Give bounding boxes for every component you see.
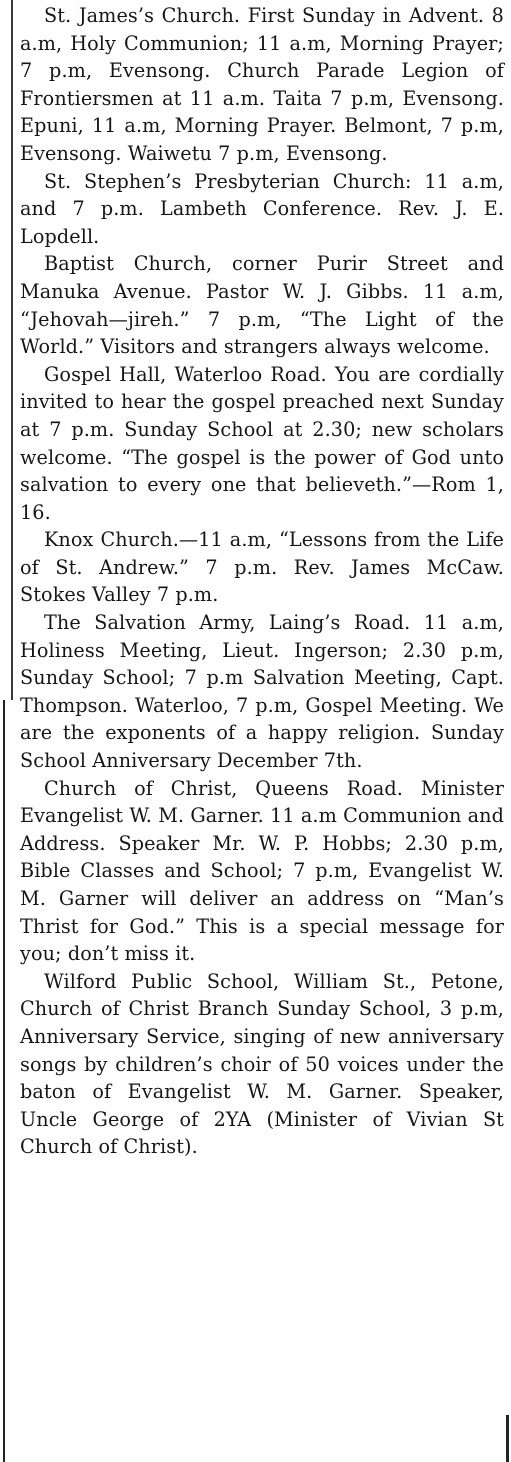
notice-st-james-church: St. James’s Church. First Sunday in Advent. 8 a.m, Holy Communion; 11 a.m, Morning Prayer; 7 p.m, Evensong. Church Parade Legion of Frontiersmen at 11 a.m. Taita 7 p.m, Evensong. Epuni, 11 a.m, Morning Prayer. Belmont, 7 p.m, Evensong. Waiwetu 7 p.m, Evensong. xyxy=(20,4,504,165)
notice-church-of-christ: Church of Christ, Queens Road. Minister Evangelist W. M. Garner. 11 a.m Communion and Address. Speaker Mr. W. P. Hobbs; 2.30 p.m, Bible Classes and School; 7 p.m, Evangelist W. M. Garner will deliver an address on “Man’s Thrist for God.” This is a special message for you; don’t miss it. xyxy=(20,776,504,966)
notice-gospel-hall: Gospel Hall, Waterloo Road. You are cordially invited to hear the gospel preached next Sunday at 7 p.m. Sunday School at 2.30; new scholars welcome. “The gospel is the power of God unto salvation to every one that believeth.”—Rom 1, 16. xyxy=(20,362,504,524)
notice-st-stephens-presbyterian: St. Stephen’s Presbyterian Church: 11 a.m, and 7 p.m. Lambeth Conference. Rev. J. E. Lopdell. xyxy=(20,169,504,248)
column-rule-right xyxy=(506,1415,509,1462)
notice-wilford-public-school: Wilford Public School, William St., Petone, Church of Christ Branch Sunday School, 3 p.m, Anniversary Service, singing of new anniversary songs by children’s choir of 50 voices under the baton of Evangelist W. M. Garner. Speaker, Uncle George of 2YA (Minister of Vivian St Church of Christ). xyxy=(20,969,504,1159)
notice-baptist-church: Baptist Church, corner Purir Street and Manuka Avenue. Pastor W. J. Gibbs. 11 a.m, “Jehovah—jireh.” 7 p.m, “The Light of the World.” Visitors and strangers always welcome. xyxy=(20,252,504,359)
church-notices xyxy=(20,2,504,1161)
column-rule-upper xyxy=(11,0,13,700)
notice-knox-church: Knox Church.—11 a.m, “Lessons from the Life of St. Andrew.” 7 p.m. Rev. James McCaw. Stokes Valley 7 p.m. xyxy=(20,528,504,607)
notice-salvation-army: The Salvation Army, Laing’s Road. 11 a.m, Holiness Meeting, Lieut. Ingerson; 2.30 p.m, Sunday School; 7 p.m Salvation Meeting, Capt. Thompson. Waterloo, 7 p.m, Gospel Meeting. We are the exponents of a happy religion. Sunday School Anniversary December 7th. xyxy=(20,611,504,773)
column-rule-lower xyxy=(3,700,5,1462)
